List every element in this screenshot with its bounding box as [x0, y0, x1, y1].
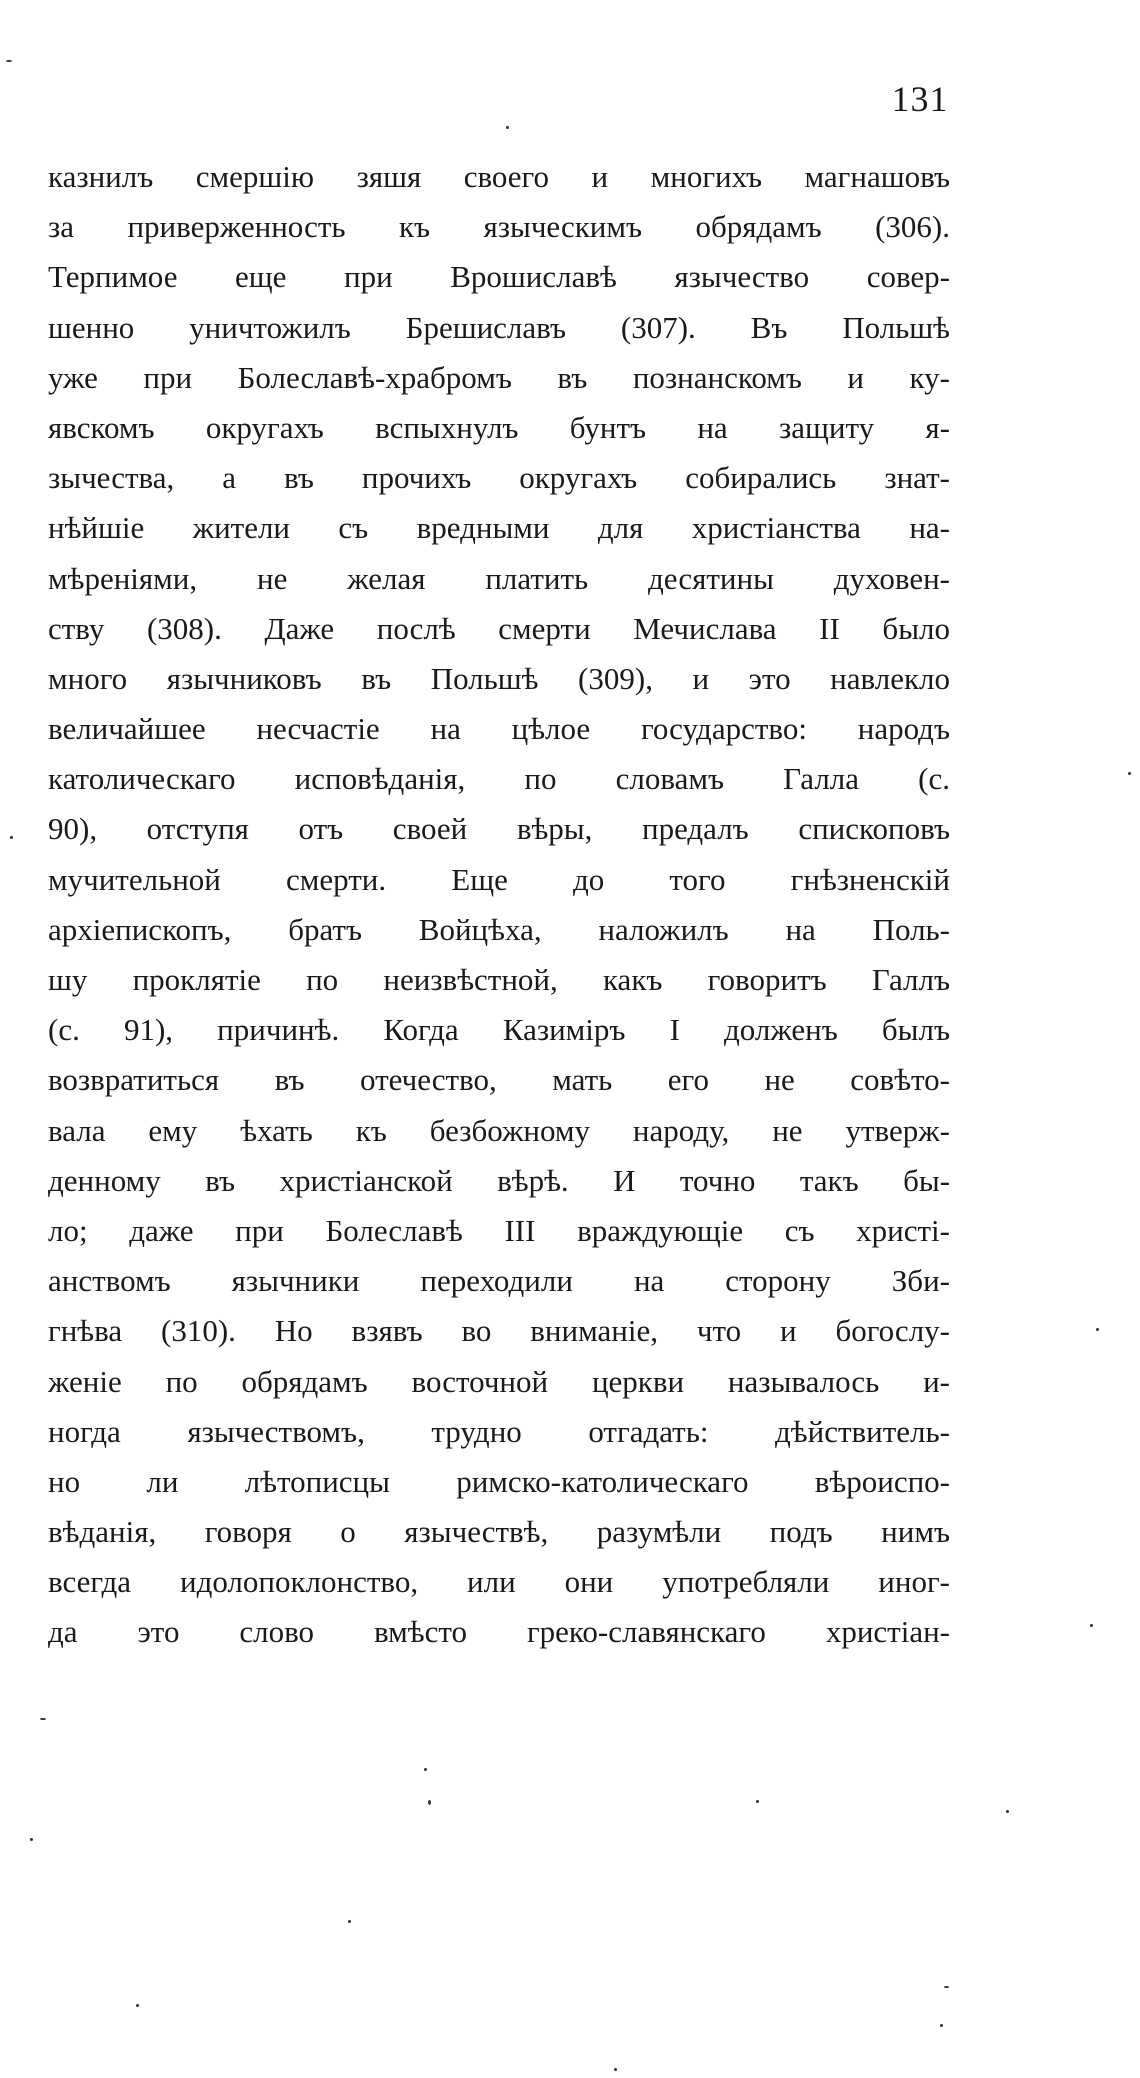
text-line: шу проклятіе по неизвѣстной, какъ говоритъ Галлъ [48, 962, 950, 997]
text-line: гнѣва (310). Но взявъ во вниманіе, что и богослу- [48, 1313, 950, 1349]
text-line: (с. 91), причинѣ. Когда Казиміръ I долженъ былъ [48, 1012, 950, 1048]
body-text [48, 152, 950, 1658]
text-line: нѣйшіе жители съ вредными для христіанства на- [48, 510, 950, 546]
text-line: зычества, а въ прочихъ округахъ собирались знат- [48, 460, 950, 496]
text-line: возвратиться въ отечество, мать его не совѣто- [48, 1062, 950, 1098]
text-line: много язычниковъ въ Польшѣ (309), и это навлекло [48, 660, 950, 696]
text-line: мучительной смерти. Еще до того гнѣзненскій [48, 861, 950, 897]
text-line: вала ему ѣхать къ безбожному народу, не утверж- [48, 1112, 950, 1148]
text-line: Терпимое еще при Врошиславѣ язычество совер- [48, 259, 950, 295]
text-line: казнилъ смершію зяшя своего и многихъ магнашовъ [48, 159, 950, 194]
text-line: 90), отступя отъ своей вѣры, предалъ спископовъ [48, 811, 950, 847]
text-line: но ли лѣтописцы римско-католическаго вѣроиспо- [48, 1463, 950, 1499]
page-number: 131 [891, 79, 949, 119]
text-line: ству (308). Даже послѣ смерти Мечислава II было [48, 610, 950, 646]
text-line: да это слово вмѣсто греко-славянскаго христіан- [48, 1614, 950, 1650]
text-line: католическаго исповѣданія, по словамъ Галла (с. [48, 761, 950, 797]
text-line: мѣреніями, не желая платить десятины духовен- [48, 560, 950, 596]
text-line: всегда идолопоклонство, или они употребляли иног- [48, 1564, 950, 1600]
text-line: вѣданія, говоря о язычествѣ, разумѣли подъ нимъ [48, 1514, 950, 1550]
text-line: шенно уничтожилъ Брешиславъ (307). Въ Польшѣ [48, 309, 950, 345]
text-line: величайшее несчастіе на цѣлое государство: народъ [48, 711, 950, 747]
text-line: анствомъ язычники переходили на сторону Зби- [48, 1263, 950, 1299]
text-line: женіе по обрядамъ восточной церкви называлось и- [48, 1363, 950, 1399]
text-line: уже при Болеславѣ-храбромъ въ познанскомъ и ку- [48, 359, 950, 395]
text-line: ногда язычествомъ, трудно отгадать: дѣйствитель- [48, 1413, 950, 1449]
text-line: ло; даже при Болеславѣ III враждующіе съ христі- [48, 1212, 950, 1248]
text-line: архіепископъ, братъ Войцѣха, наложилъ на Поль- [48, 911, 950, 947]
text-line: за приверженность къ языческимъ обрядамъ (306). [48, 209, 950, 245]
text-line: денному въ христіанской вѣрѣ. И точно такъ бы- [48, 1162, 950, 1198]
text-line: явскомъ округахъ вспыхнулъ бунтъ на защиту я- [48, 409, 950, 445]
